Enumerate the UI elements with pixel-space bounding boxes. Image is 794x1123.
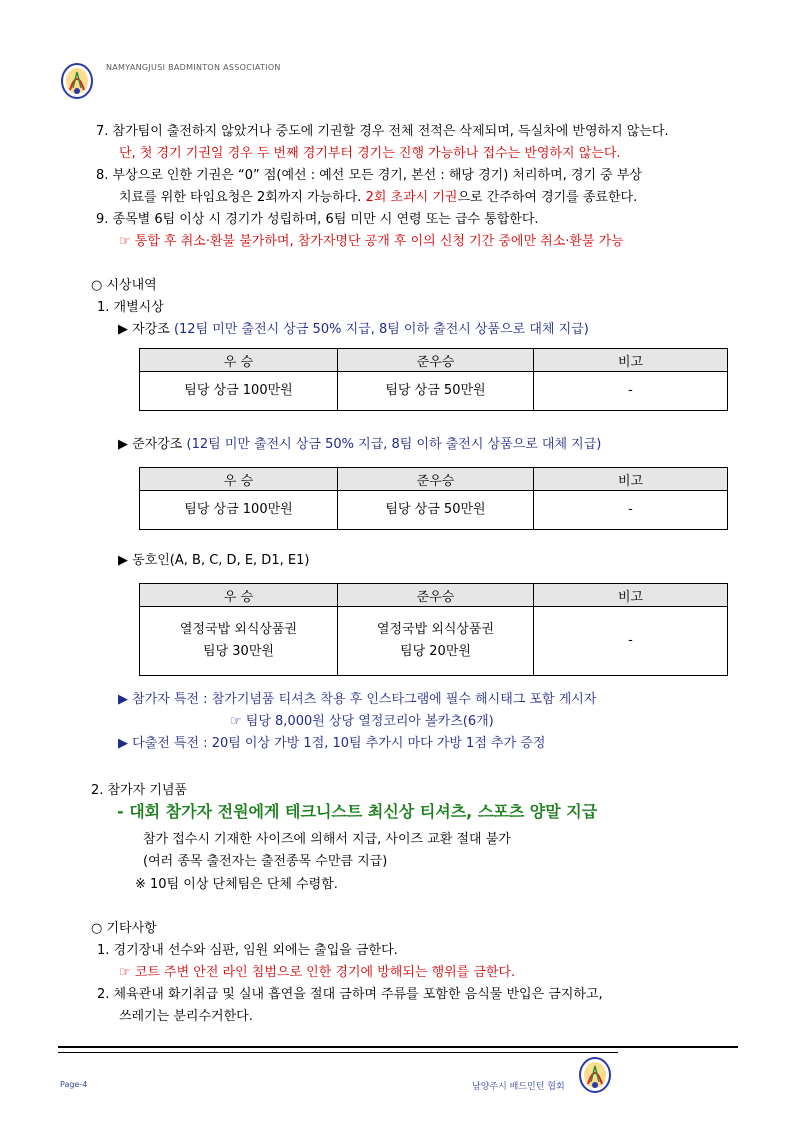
runner-line2: 팀당 20만원 xyxy=(400,644,471,659)
special-multi-entry: ▶ 다출전 특전 : 20팀 이상 가방 1점, 10팀 추가시 마다 가방 1점 추가 증정 xyxy=(118,736,546,751)
award-group-2-title xyxy=(118,433,601,452)
table-cell-runner xyxy=(338,607,534,676)
runner-line1: 열정국밥 외식상품권 xyxy=(376,622,495,637)
special-participant-sub: ☞ 팀당 8,000원 상당 열정코리아 볼카츠(6개) xyxy=(230,714,494,729)
rule-8-text-red: 2회 초과시 기권 xyxy=(365,190,458,205)
table-cell-remark: - xyxy=(534,372,728,411)
table-cell-win: 팀당 상금 100만원 xyxy=(140,491,338,530)
special-participant: ▶ 참가자 특전 : 참가기념품 티셔츠 착용 후 인스타그램에 필수 해시태그 포함 게시자 xyxy=(118,692,597,707)
footer-logo-icon xyxy=(578,1056,612,1094)
rule-9-note: ☞ 통합 후 취소·환불 불가하며, 참가자명단 공개 후 이의 신청 기간 중에만 취소·환불 가능 xyxy=(119,234,624,249)
table-header-remark: 비고 xyxy=(534,468,728,491)
table-header-win: 우 승 xyxy=(140,468,338,491)
table-cell-remark: - xyxy=(534,607,728,676)
rule-8-line1: 8. 부상으로 인한 기권은 “0” 점(예선 : 예선 모든 경기, 본선 : 해당 경기) 처리하며, 경기 중 부상 xyxy=(96,168,642,183)
rule-7-note: 단, 첫 경기 기권일 경우 두 번째 경기부터 경기는 진행 가능하나 접수는 반영하지 않는다. xyxy=(119,146,621,161)
footer-divider-thin xyxy=(58,1052,618,1053)
page-number: Page-4 xyxy=(60,1080,88,1089)
etc-item1-note: ☞ 코트 주변 안전 라인 침범으로 인한 경기에 방해되는 행위를 금한다. xyxy=(119,965,516,980)
souvenir-line1: 참가 접수시 기재한 사이즈에 의해서 지급, 사이즈 교환 절대 불가 xyxy=(143,832,511,847)
table-cell-remark: - xyxy=(534,491,728,530)
rule-8-text-a: 치료를 위한 타임요청은 2회까지 가능하다. xyxy=(119,190,362,205)
etc-item2-line2: 쓰레기는 분리수거한다. xyxy=(119,1009,253,1024)
table-header-remark: 비고 xyxy=(534,584,728,607)
award-table-2 xyxy=(139,467,728,530)
table-cell-win xyxy=(140,607,338,676)
table-header-runner: 준우승 xyxy=(338,349,534,372)
table-cell-runner: 팀당 상금 50만원 xyxy=(338,372,534,411)
table-header-win: 우 승 xyxy=(140,349,338,372)
award-table-1 xyxy=(139,348,728,411)
footer-divider-thick xyxy=(58,1046,738,1048)
awards-sub1: 1. 개별시상 xyxy=(97,300,164,315)
rule-9: 9. 종목별 6팀 이상 시 경기가 성립하며, 6팀 미만 시 연령 또는 급수 통합한다. xyxy=(96,212,539,227)
etc-item2-line1: 2. 체육관내 화기취급 및 실내 흡연을 절대 금하며 주류를 포함한 음식물 반입은 금지하고, xyxy=(97,987,603,1002)
souvenir-line3: ※ 10팀 이상 단체팀은 단체 수령함. xyxy=(135,877,338,892)
award-table-3 xyxy=(139,583,728,676)
souvenir-heading: 2. 참가자 기념품 xyxy=(91,783,188,798)
win-line2: 팀당 30만원 xyxy=(203,644,274,659)
rule-8-text-b: 으로 간주하여 경기를 종료한다. xyxy=(457,190,638,205)
table-cell-runner: 팀당 상금 50만원 xyxy=(338,491,534,530)
award-group-1-title xyxy=(118,318,589,337)
rule-8-line2 xyxy=(119,186,637,205)
table-header-runner: 준우승 xyxy=(338,468,534,491)
award-group-2-label: ▶ 준자강조 xyxy=(118,437,183,452)
table-header-win: 우 승 xyxy=(140,584,338,607)
awards-heading: ○ 시상내역 xyxy=(91,278,157,293)
table-cell-win: 팀당 상금 100만원 xyxy=(140,372,338,411)
table-header-runner: 준우승 xyxy=(338,584,534,607)
etc-heading: ○ 기타사항 xyxy=(91,921,157,936)
table-header-remark: 비고 xyxy=(534,349,728,372)
award-group-2-note: (12팀 미만 출전시 상금 50% 지급, 8팀 이하 출전시 상품으로 대체 지급) xyxy=(186,437,602,452)
souvenir-highlight: - 대회 참가자 전원에게 테크니스트 최신상 티셔츠, 스포츠 양말 지급 xyxy=(117,802,598,821)
souvenir-line2: (여러 종목 출전자는 출전종목 수만큼 지급) xyxy=(143,854,388,869)
rule-7: 7. 참가팀이 출전하지 않았거나 중도에 기권할 경우 전체 전적은 삭제되며, 득실차에 반영하지 않는다. xyxy=(96,124,669,139)
header-org-name: NAMYANGJUSI BADMINTON ASSOCIATION xyxy=(106,63,281,72)
footer-org-name: 남양주시 배드민턴 협회 xyxy=(472,1082,565,1092)
award-group-3-title: ▶ 동호인(A, B, C, D, E, D1, E1) xyxy=(118,553,310,568)
award-group-1-note: (12팀 미만 출전시 상금 50% 지급, 8팀 이하 출전시 상품으로 대체 지급) xyxy=(173,322,589,337)
etc-item1: 1. 경기장내 선수와 심판, 임원 외에는 출입을 금한다. xyxy=(97,943,398,958)
award-group-1-label: ▶ 자강조 xyxy=(118,322,170,337)
win-line1: 열정국밥 외식상품권 xyxy=(179,622,298,637)
association-logo-icon xyxy=(60,62,94,100)
